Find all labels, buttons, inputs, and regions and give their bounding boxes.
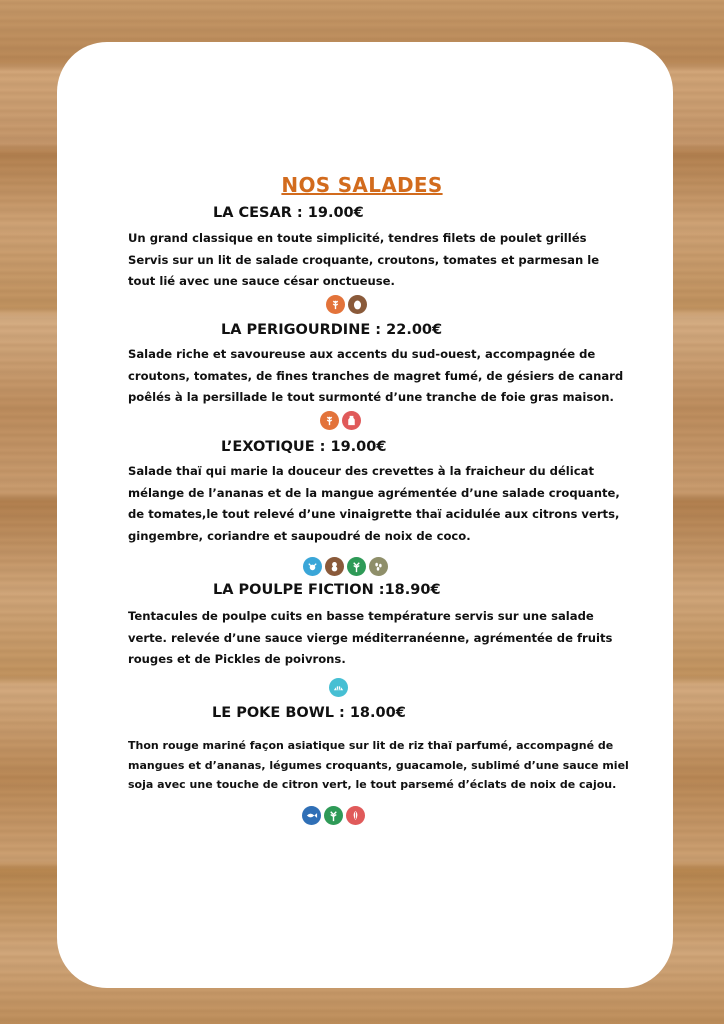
- dish-description-cesar: [128, 228, 648, 293]
- dish-name-cesar: LA CESAR : 19.00€: [213, 205, 364, 221]
- dish-description-exotique: [128, 461, 648, 547]
- description-line: croutons, tomates, de fines tranches de magret fumé, de gésiers de canard: [128, 368, 624, 383]
- peanut-icon: [325, 557, 344, 576]
- description-line: mangues et d’ananas, légumes croquants, guacamole, sublimé d’une sauce miel: [128, 758, 629, 772]
- description-line: Salade riche et savoureuse aux accents du sud-ouest, accompagnée de: [128, 347, 596, 361]
- page-title: NOS SALADES: [281, 173, 443, 197]
- gluten-icon: [326, 295, 345, 314]
- dish-name-exotique: L’EXOTIQUE : 19.00€: [221, 439, 387, 455]
- description-line: de tomates,le tout relevé d’une vinaigrette thaï acidulée aux citrons verts,: [128, 507, 620, 521]
- allergen-icons-cesar: [326, 295, 367, 314]
- celery-icon: [324, 806, 343, 825]
- description-line: gingembre, coriandre et saupoudré de noix de coco.: [128, 528, 471, 543]
- allergen-icons-perigourdine: [320, 411, 361, 430]
- description-line: verte. relevée d’une sauce vierge méditerranéenne, agrémentée de fruits: [128, 630, 613, 645]
- dish-description-poke-bowl: [128, 736, 648, 795]
- crustacean-icon: [303, 557, 322, 576]
- description-line: soja avec une touche de citron vert, le tout parsemé d’éclats de noix de cajou.: [128, 778, 617, 791]
- dish-description-poulpe-fiction: [128, 606, 648, 671]
- allergen-icons-poulpe-fiction: [329, 678, 348, 697]
- description-line: rouges et de Pickles de poivrons.: [128, 652, 346, 666]
- egg-icon: [348, 295, 367, 314]
- celery-icon: [347, 557, 366, 576]
- dish-name-perigourdine: LA PERIGOURDINE : 22.00€: [221, 322, 443, 338]
- description-line: poêlés à la persillade le tout surmonté d’une tranche de foie gras maison.: [128, 390, 614, 404]
- soy-icon: [346, 806, 365, 825]
- allergen-icons-poke-bowl: [302, 806, 365, 825]
- description-line: Salade thaï qui marie la douceur des crevettes à la fraicheur du délicat: [128, 464, 594, 478]
- description-line: tout lié avec une sauce césar onctueuse.: [128, 274, 395, 288]
- sulphite-icon: [342, 411, 361, 430]
- gluten-icon: [320, 411, 339, 430]
- mollusc-icon: [329, 678, 348, 697]
- description-line: Tentacules de poulpe cuits en basse température servis sur une salade: [128, 609, 594, 623]
- allergen-icons-exotique: [303, 557, 388, 576]
- dish-name-poke-bowl: LE POKE BOWL : 18.00€: [212, 705, 406, 721]
- sesame-icon: [369, 557, 388, 576]
- dish-name-poulpe-fiction: LA POULPE FICTION :18.90€: [213, 582, 441, 598]
- description-line: Un grand classique en toute simplicité, tendres filets de poulet grillés: [128, 231, 587, 245]
- fish-icon: [302, 806, 321, 825]
- dish-description-perigourdine: [128, 344, 648, 409]
- description-line: Servis sur un lit de salade croquante, croutons, tomates et parmesan le: [128, 252, 600, 267]
- description-line: Thon rouge mariné façon asiatique sur lit de riz thaï parfumé, accompagné de: [128, 739, 614, 752]
- description-line: mélange de l’ananas et de la mangue agrémentée d’une salade croquante,: [128, 485, 620, 500]
